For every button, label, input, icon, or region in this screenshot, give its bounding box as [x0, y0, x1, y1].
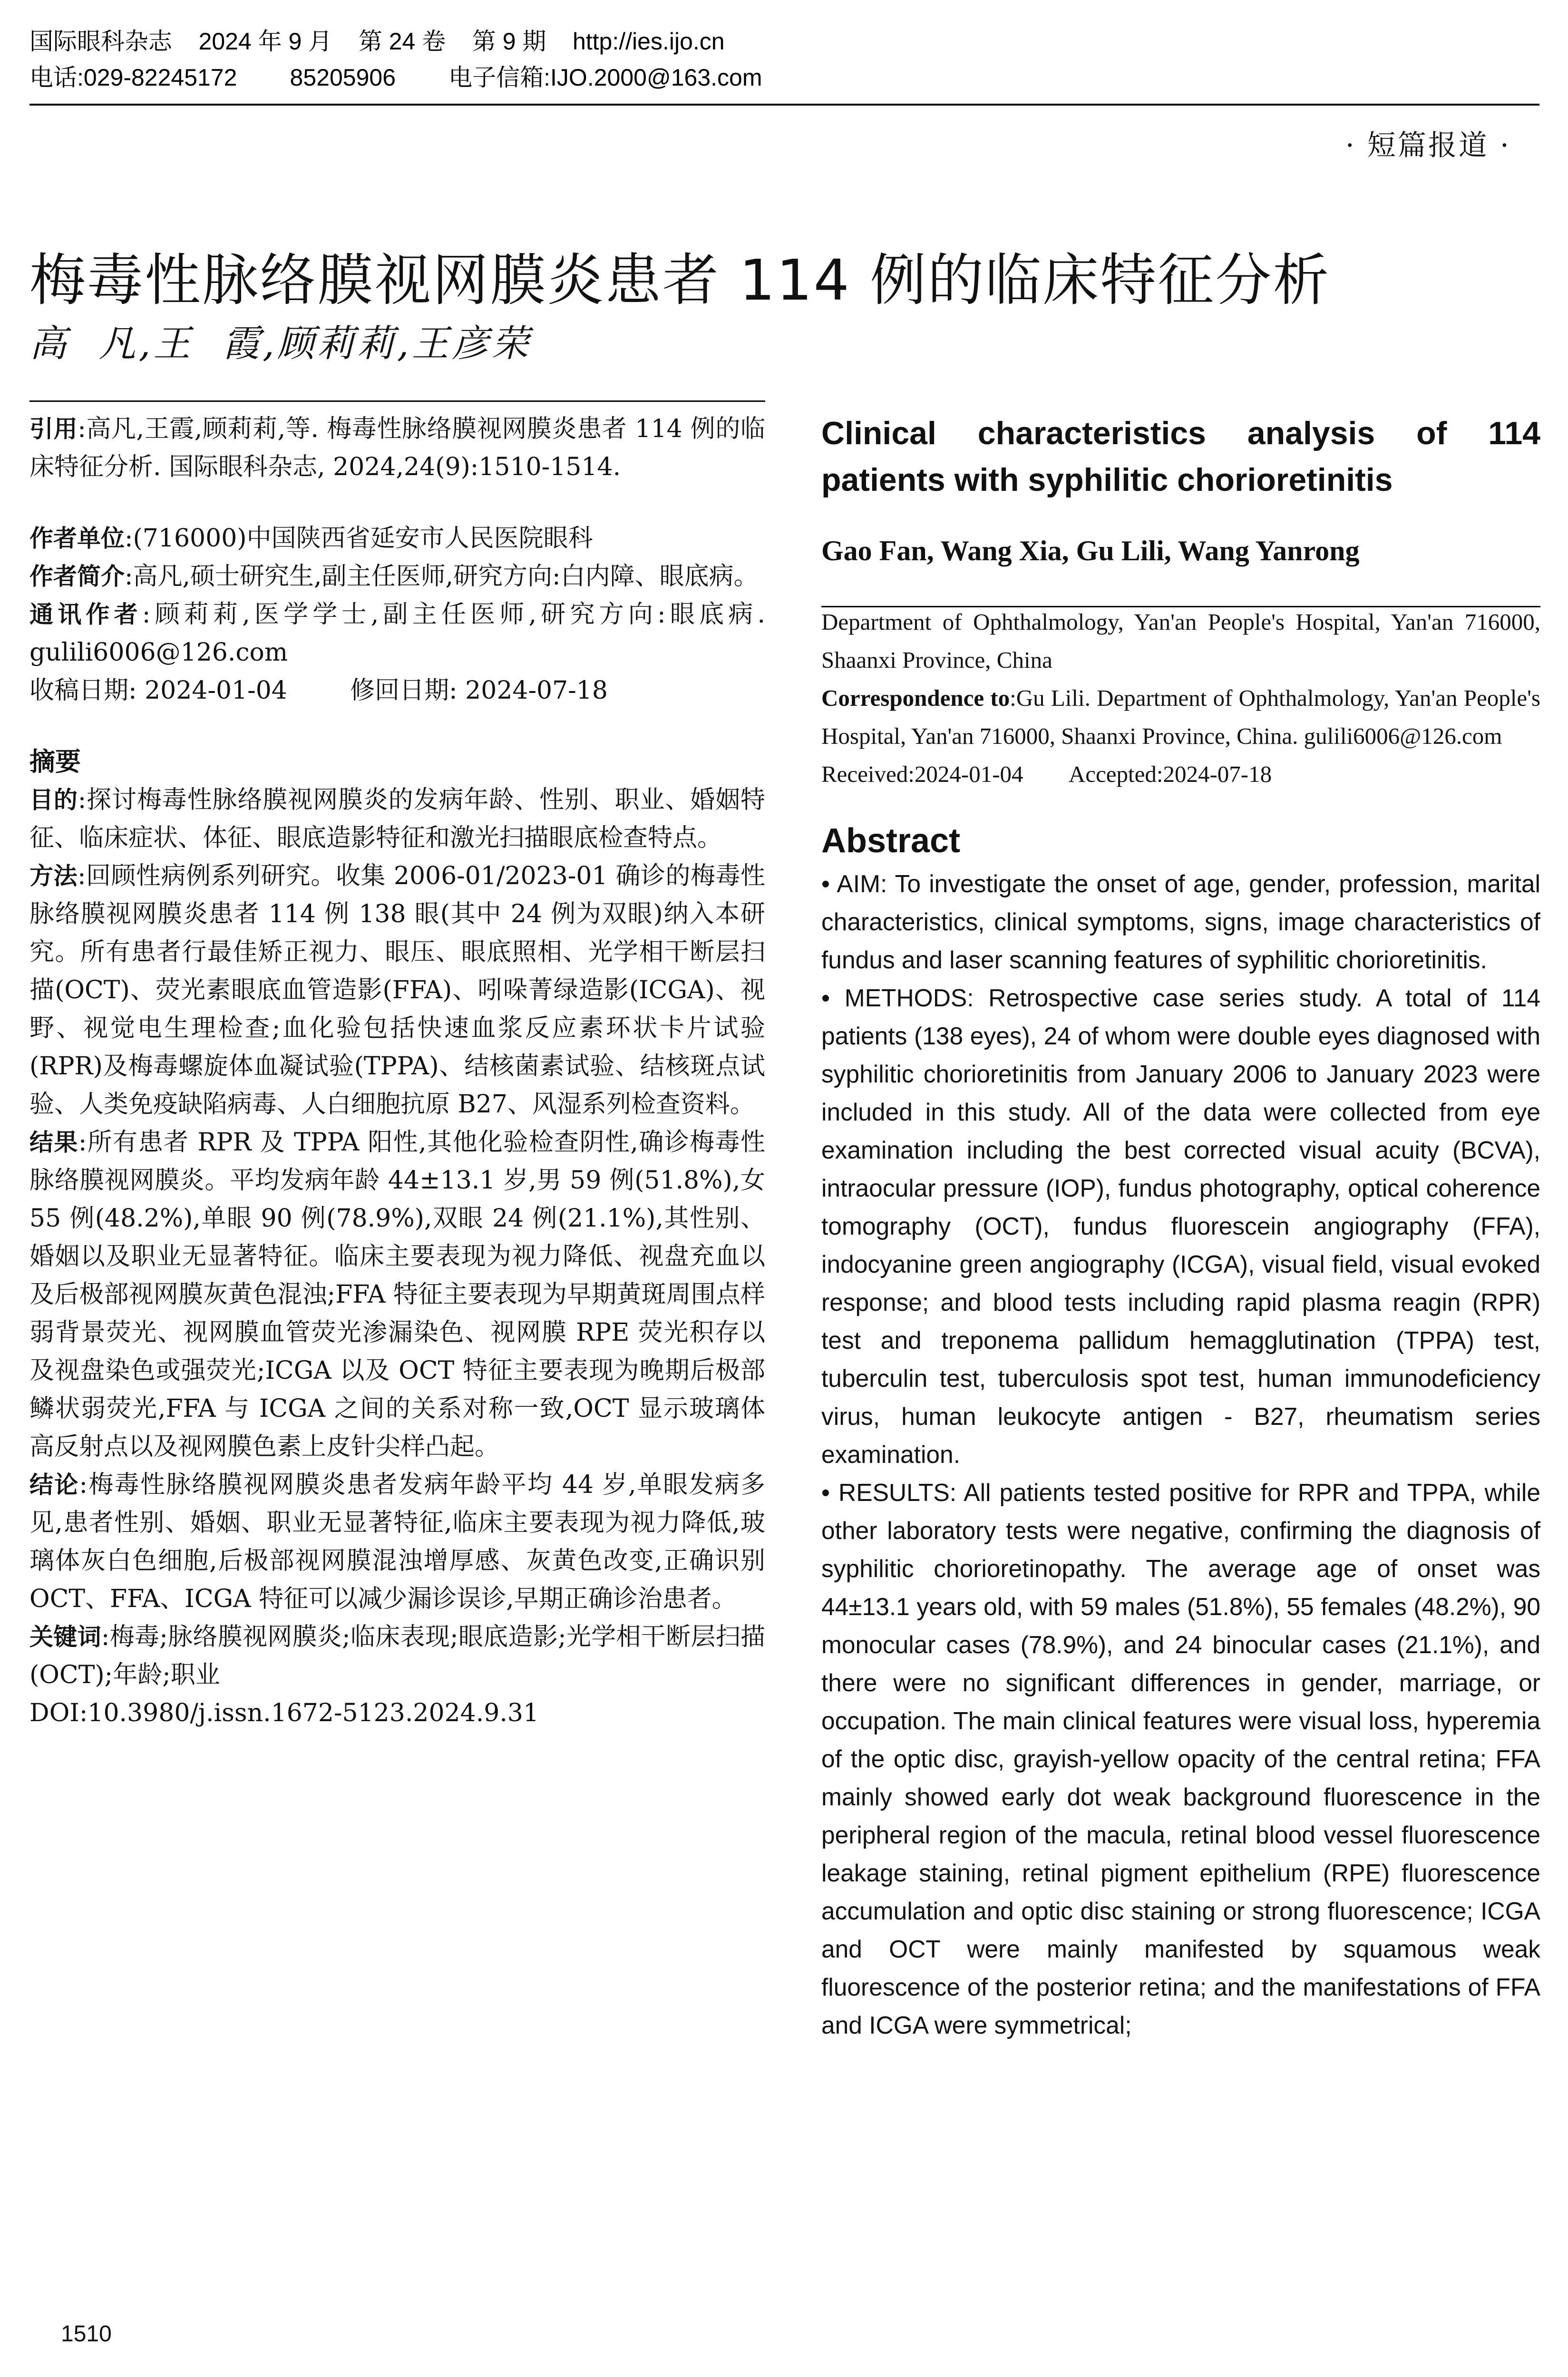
section-tag: · 短篇报道 · [1345, 129, 1511, 162]
authors-en: Gao Fan, Wang Xia, Gu Lili, Wang Yanrong [821, 535, 1360, 566]
methods-label-cn: 方法 [29, 862, 78, 890]
correspondence-en [821, 679, 1540, 755]
citation [29, 410, 765, 486]
aim-cn [29, 781, 765, 857]
doi: DOI:10.3980/j.issn.1672-5123.2024.9.31 [29, 1699, 539, 1727]
conclusion-text-cn: :梅毒性脉络膜视网膜炎患者发病年龄平均 44 岁,单眼发病多见,患者性别、婚姻、职业无显著特征,临床主要表现为视力降低,玻璃体灰白色细胞,后极部视网膜混浊增厚感、灰黄色改变,正确识别 OCT、FFA、ICGA 特征可以减少漏诊误诊,早期正确诊治患者。 [29, 1471, 766, 1613]
department-en: Department of Ophthalmology, Yan'an People's Hospital, Yan'an 716000, Shaanxi Province, China [821, 609, 1540, 673]
methods-text-cn: :回顾性病例系列研究。收集 2006-01/2023-01 确诊的梅毒性脉络膜视网膜炎患者 114 例 138 眼(其中 24 例为双眼)纳入本研究。所有患者行最佳矫正视力、眼压、眼底照相、光学相干断层扫描(OCT)、荧光素眼底血管造影(FFA)、吲哚菁绿造影(ICGA)、视野、视觉电生理检查;血化验包括快速血浆反应素环状卡片试验(RPR)及梅毒螺旋体血凝试验(TPPA)、结核菌素试验、结核斑点试验、人类免疫缺陷病毒、人白细胞抗原 B27、风湿系列检查资料。 [29, 862, 766, 1119]
aim-label-cn: 目的 [29, 786, 78, 814]
keywords-label-cn: 关键词 [29, 1623, 101, 1651]
keywords-cn [29, 1618, 765, 1694]
conclusion-cn [29, 1466, 765, 1618]
correspondence-text-en: :Gu Lili. Department of Ophthalmology, Yan'an People's Hospital, Yan'an 716000, Shaanxi Province, China. gulili6006@126.com [821, 685, 1540, 749]
results-text-cn: :所有患者 RPR 及 TPPA 阳性,其他化验检查阴性,确诊梅毒性脉络膜视网膜炎。平均发病年龄 44±13.1 岁,男 59 例(51.8%),女 55 例(48.2%),单眼 90 例(78.9%),双眼 24 例(21.1%),其性别、婚姻以及职业无显著特征。临床主要表现为视力降低、视盘充血以及后极部视网膜灰黄色混浊;FFA 特征主要表现为早期黄斑周围点样弱背景荧光、视网膜血管荧光渗漏染色、视网膜 RPE 荧光积存以及视盘染色或强荧光;ICGA 以及 OCT 特征主要表现为晚期后极部鳞状弱荧光,FFA 与 ICGA 之间的关系对称一致,OCT 显示玻璃体高反射点以及视网膜色素上皮针尖样凸起。 [29, 1128, 765, 1461]
received-dates-en: Received:2024-01-04 Accepted:2024-07-18 [821, 761, 1272, 787]
left-column-rule [29, 400, 765, 402]
article-title-cn: 梅毒性脉络膜视网膜炎患者 114 例的临床特征分析 [29, 247, 1331, 313]
author-bio-label: 作者简介 [29, 563, 125, 590]
article-title-en: Clinical characteristics analysis of 114 patients with syphilitic chorioretinitis [821, 415, 1540, 498]
correspondence-label-en: Correspondence to [821, 685, 1010, 711]
methods-cn [29, 857, 765, 1123]
affiliation [29, 519, 765, 557]
keywords-text-cn: :梅毒;脉络膜视网膜炎;临床表现;眼底造影;光学相干断层扫描(OCT);年龄;职业 [29, 1623, 765, 1689]
citation-label: 引用 [29, 415, 78, 443]
abstract-heading-en: Abstract [821, 822, 961, 860]
page-number: 1510 [61, 2321, 112, 2347]
right-column-rule [821, 606, 1540, 607]
author-bio [29, 557, 765, 595]
left-column [29, 410, 765, 1732]
received-dates-cn: 收稿日期: 2024-01-04 修回日期: 2024-07-18 [29, 676, 608, 705]
journal-header-line1: 国际眼科杂志 2024 年 9 月 第 24 卷 第 9 期 http://ies.ijo.cn [29, 28, 725, 55]
author-bio-text: :高凡,硕士研究生,副主任医师,研究方向:白内障、眼底病。 [125, 562, 759, 591]
corresponding-author [29, 595, 765, 672]
affiliation-text: :(716000)中国陕西省延安市人民医院眼科 [125, 524, 593, 553]
results-cn [29, 1123, 765, 1466]
abstract-heading-cn: 摘要 [29, 747, 81, 777]
header-rule [29, 104, 1539, 106]
authors-cn: 高 凡,王 霞,顾莉莉,王彦荣 [29, 322, 532, 365]
methods-en: • METHODS: Retrospective case series study. A total of 114 patients (138 eyes), 24 of whom were double eyes diagnosed with syphilitic chorioretinitis from January 2006 to January 2023 were included in this study. All of the data were collected from eye examination including the best corrected visual acuity (BCVA), intraocular pressure (IOP), fundus photography, optical coherence tomography (OCT), fundus fluorescein angiography (FFA), indocyanine green angiography (ICGA), visual field, visual evoked response; and blood tests including rapid plasma reagin (RPR) test and treponema pallidum hemagglutination (TPPA) test, tuberculin test, tuberculosis spot test, human immunodeficiency virus, human leukocyte antigen - B27, rheumatism series examination. [821, 984, 1540, 1468]
aim-en: • AIM: To investigate the onset of age, gender, profession, marital characteristics, clinical symptoms, signs, image characteristics of fundus and laser scanning features of syphilitic chorioretinitis. [821, 870, 1540, 974]
corresponding-author-text: :顾莉莉,医学学士,副主任医师,研究方向:眼底病. gulili6006@126.com [29, 600, 765, 667]
affiliation-label: 作者单位 [29, 525, 125, 552]
corresponding-author-label: 通讯作者 [29, 601, 142, 628]
right-column [821, 410, 1540, 2044]
conclusion-label-cn: 结论 [29, 1471, 79, 1499]
journal-header-line2: 电话:029-82245172 85205906 电子信箱:IJO.2000@163.com [29, 64, 762, 91]
results-en: • RESULTS: All patients tested positive for RPR and TPPA, while other laboratory tests were negative, confirming the diagnosis of syphilitic chorioretinopathy. The average age of onset was 44±13.1 years old, with 59 males (51.8%), 55 females (48.2%), 90 monocular cases (78.9%), and 24 binocular cases (21.1%), and there were no significant differences in gender, marriage, or occupation. The main clinical features were visual loss, hyperemia of the optic disc, grayish-yellow opacity of the central retina; FFA mainly showed early dot weak background fluorescence in the peripheral region of the macula, retinal blood vessel fluorescence leakage staining, retinal pigment epithelium (RPE) fluorescence accumulation and optic disc staining or strong fluorescence; ICGA and OCT were mainly manifested by squamous weak fluorescence of the posterior retina; and the manifestations of FFA and ICGA were symmetrical; [821, 1479, 1540, 2039]
aim-text-cn: :探讨梅毒性脉络膜视网膜炎的发病年龄、性别、职业、婚姻特征、临床症状、体征、眼底造影特征和激光扫描眼底检查特点。 [29, 786, 765, 852]
citation-text: :高凡,王霞,顾莉莉,等. 梅毒性脉络膜视网膜炎患者 114 例的临床特征分析. 国际眼科杂志, 2024,24(9):1510-1514. [29, 415, 766, 481]
results-label-cn: 结果 [29, 1129, 78, 1156]
